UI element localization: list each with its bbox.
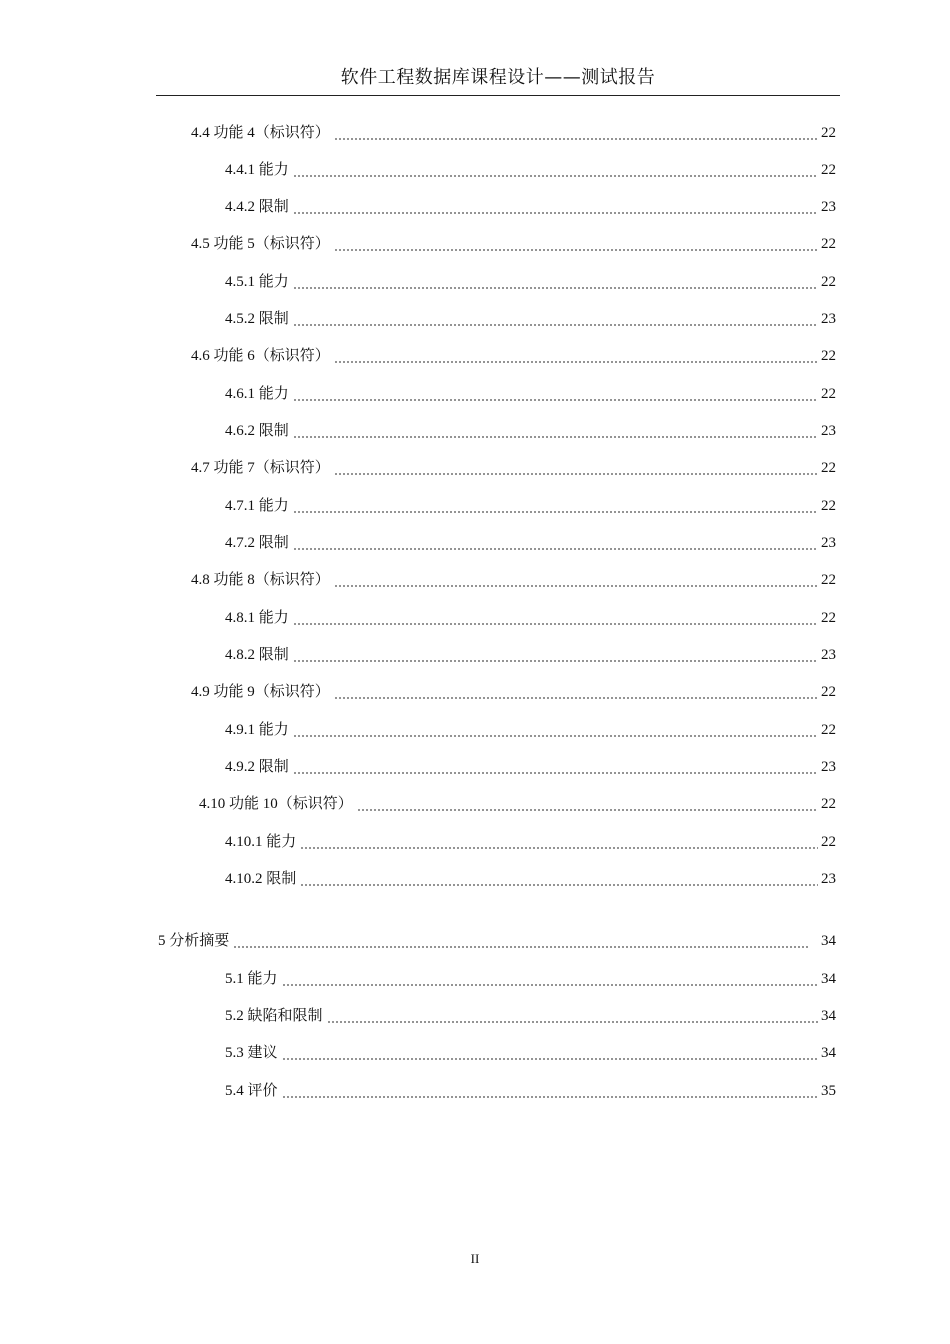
toc-entry-4-7-2[interactable] (225, 532, 836, 554)
toc-page-number: 22 (821, 498, 836, 514)
toc-entry-4-9[interactable] (191, 681, 836, 703)
toc-leader-dots (334, 585, 818, 587)
toc-page-number: 22 (821, 460, 836, 476)
toc-leader-dots (293, 324, 818, 326)
toc-page-number: 22 (821, 162, 836, 178)
toc-page-number: 34 (821, 933, 836, 949)
toc-leader-dots (282, 1058, 818, 1060)
toc-entry-label: 4.7.2 限制 (225, 535, 289, 551)
toc-entry-label: 4.9.2 限制 (225, 759, 289, 775)
toc-page-number: 22 (821, 386, 836, 402)
toc-page-number: 22 (821, 274, 836, 290)
toc-entry-4-6[interactable] (191, 345, 836, 367)
toc-leader-dots (293, 623, 818, 625)
toc-page-number: 22 (821, 610, 836, 626)
toc-leader-dots (334, 361, 818, 363)
toc-page-number: 23 (821, 759, 836, 775)
toc-page-number: 22 (821, 125, 836, 141)
toc-page-number: 23 (821, 199, 836, 215)
toc-entry-4-6-1[interactable] (225, 383, 836, 405)
toc-entry-label: 4.8 功能 8（标识符） (191, 572, 330, 588)
toc-entry-label: 4.4 功能 4（标识符） (191, 125, 330, 141)
toc-entry-label: 4.10.2 限制 (225, 871, 297, 887)
toc-entry-label: 4.9.1 能力 (225, 722, 289, 738)
toc-leader-dots (293, 660, 818, 662)
toc-entry-label: 4.7.1 能力 (225, 498, 289, 514)
toc-entry-label: 4.5 功能 5（标识符） (191, 236, 330, 252)
toc-page-number: 22 (821, 722, 836, 738)
toc-entry-label: 5.1 能力 (225, 971, 278, 987)
toc-leader-dots (293, 175, 818, 177)
toc-page-number: 23 (821, 423, 836, 439)
toc-leader-dots (334, 138, 818, 140)
toc-leader-dots (293, 399, 818, 401)
toc-leader-dots (334, 249, 818, 251)
toc-leader-dots (282, 1096, 818, 1098)
toc-leader-dots (327, 1021, 818, 1023)
toc-page-number: 22 (821, 684, 836, 700)
toc-entry-4-10-1[interactable] (225, 831, 836, 853)
toc-leader-dots (233, 946, 810, 948)
toc-leader-dots (293, 212, 818, 214)
toc-entry-4-5[interactable] (191, 233, 836, 255)
toc-entry-label: 5 分析摘要 (158, 933, 230, 949)
toc-entry-label: 5.4 评价 (225, 1083, 278, 1099)
toc-entry-4-8[interactable] (191, 569, 836, 591)
toc-entry-label: 4.5.1 能力 (225, 274, 289, 290)
toc-entry-4-10-2[interactable] (225, 868, 836, 890)
toc-entry-label: 4.9 功能 9（标识符） (191, 684, 330, 700)
toc-leader-dots (282, 984, 818, 986)
toc-page-number: 34 (821, 1008, 836, 1024)
toc-entry-label: 4.6.1 能力 (225, 386, 289, 402)
toc-entry-4-9-1[interactable] (225, 719, 836, 741)
toc-leader-dots (293, 511, 818, 513)
toc-entry-4-5-1[interactable] (225, 271, 836, 293)
toc-entry-5[interactable] (158, 930, 836, 952)
toc-entry-4-8-2[interactable] (225, 644, 836, 666)
toc-entry-4-5-2[interactable] (225, 308, 836, 330)
toc-entry-4-4-2[interactable] (225, 196, 836, 218)
toc-entry-label: 4.8.1 能力 (225, 610, 289, 626)
toc-entry-label: 4.5.2 限制 (225, 311, 289, 327)
toc-entry-4-6-2[interactable] (225, 420, 836, 442)
toc-page-number: 22 (821, 236, 836, 252)
toc-leader-dots (293, 287, 818, 289)
toc-entry-label: 4.4.2 限制 (225, 199, 289, 215)
toc-entry-label: 4.4.1 能力 (225, 162, 289, 178)
document-title: 软件工程数据库课程设计——测试报告 (340, 67, 656, 88)
toc-entry-4-9-2[interactable] (225, 756, 836, 778)
toc-entry-label: 4.10 功能 10（标识符） (199, 796, 353, 812)
toc-entry-5-1[interactable] (225, 968, 836, 990)
toc-leader-dots (357, 809, 818, 811)
toc-page-number: 23 (821, 311, 836, 327)
toc-entry-4-8-1[interactable] (225, 607, 836, 629)
toc-page-number: 22 (821, 348, 836, 364)
toc-entry-4-10[interactable] (199, 793, 836, 815)
toc-leader-dots (293, 436, 818, 438)
toc-entry-4-4[interactable] (191, 122, 836, 144)
toc-entry-4-4-1[interactable] (225, 159, 836, 181)
toc-entry-4-7[interactable] (191, 457, 836, 479)
toc-page-number: 23 (821, 535, 836, 551)
toc-entry-label: 4.10.1 能力 (225, 834, 297, 850)
toc-entry-label: 4.6 功能 6（标识符） (191, 348, 330, 364)
toc-entry-label: 4.7 功能 7（标识符） (191, 460, 330, 476)
page-header (156, 66, 840, 96)
page-number: II (470, 1251, 480, 1266)
toc-page-number: 34 (821, 971, 836, 987)
toc-entry-label: 5.3 建议 (225, 1045, 278, 1061)
toc-leader-dots (293, 772, 818, 774)
toc-leader-dots (334, 697, 818, 699)
toc-page-number: 34 (821, 1045, 836, 1061)
toc-leader-dots (293, 548, 818, 550)
toc-page-number: 23 (821, 871, 836, 887)
toc-leader-dots (334, 473, 818, 475)
toc-page-number: 23 (821, 647, 836, 663)
toc-entry-label: 5.2 缺陷和限制 (225, 1008, 323, 1024)
toc-entry-4-7-1[interactable] (225, 495, 836, 517)
toc-page-number: 35 (821, 1083, 836, 1099)
toc-page-number: 22 (821, 796, 836, 812)
toc-entry-label: 4.8.2 限制 (225, 647, 289, 663)
toc-entry-5-2[interactable] (225, 1005, 836, 1027)
toc-leader-dots (300, 847, 818, 849)
toc-entry-label: 4.6.2 限制 (225, 423, 289, 439)
toc-leader-dots (300, 884, 818, 886)
toc-page-number: 22 (821, 572, 836, 588)
toc-entry-5-4[interactable] (225, 1080, 836, 1102)
toc-leader-dots (293, 735, 818, 737)
toc-page-number: 22 (821, 834, 836, 850)
toc-entry-5-3[interactable] (225, 1042, 836, 1064)
